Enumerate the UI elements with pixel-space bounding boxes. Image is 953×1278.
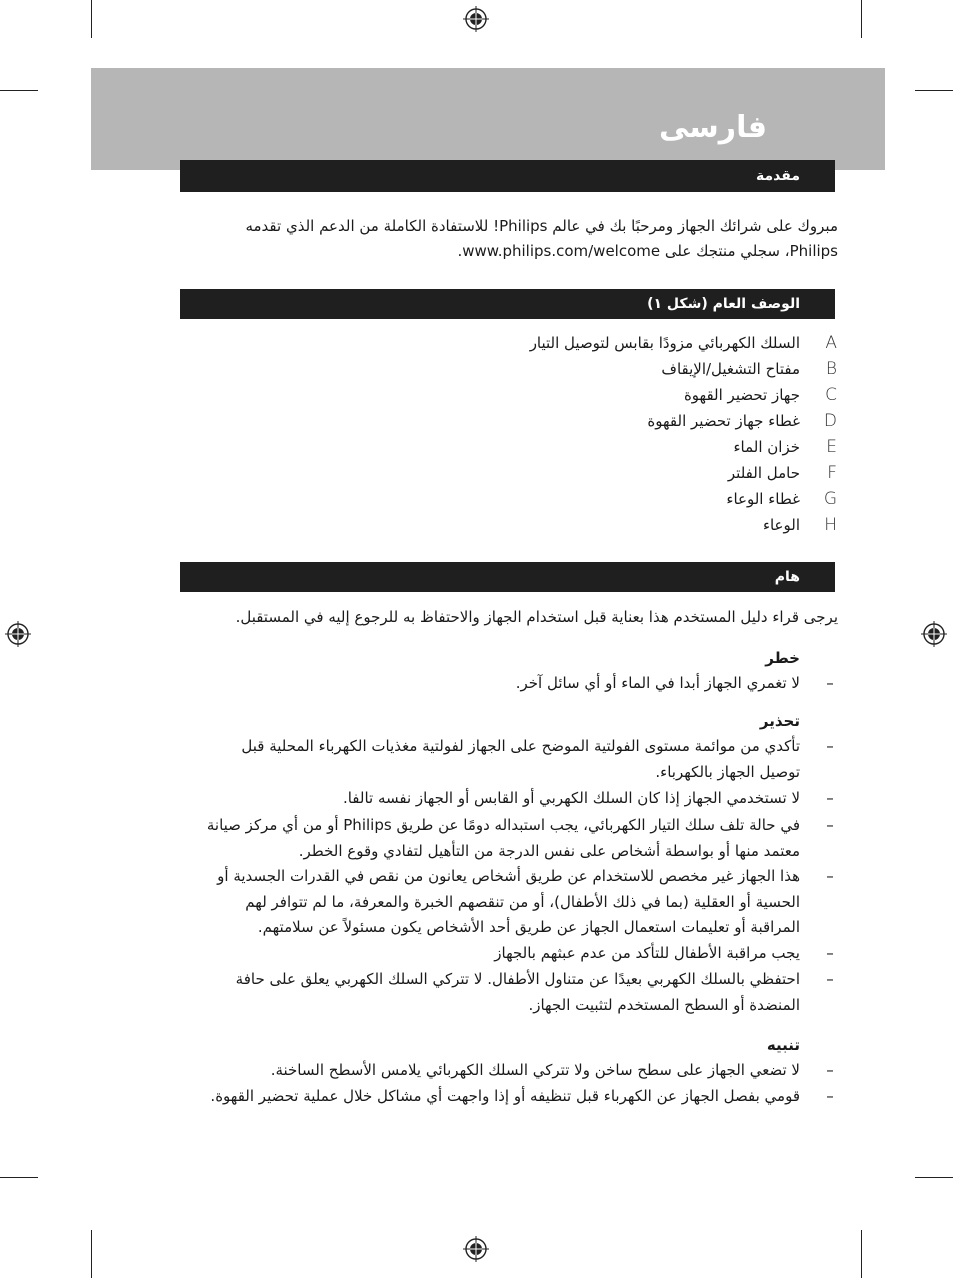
component-item — [337, 409, 837, 435]
component-item — [337, 513, 837, 539]
component-label: الوعاء — [762, 516, 800, 534]
component-letter: H — [824, 515, 837, 535]
section-heading-general: الوصف العام (شكل ١) — [647, 296, 800, 312]
component-item — [337, 331, 837, 357]
component-letter: E — [826, 437, 837, 457]
section-heading-intro: مقدمة — [756, 168, 800, 184]
warning-item-text: في حالة تلف سلك التيار الكهربائي، يجب استبداله دومًا عن طريق Philips أو من أي مركز صيانة معتمد منها أو بواسطة أشخاص على نفس الدرجة من التأهيل لتفادي وقوع الخطر. — [206, 816, 800, 860]
component-item — [337, 357, 837, 383]
caution-heading: تنبيه — [766, 1036, 800, 1054]
component-item — [337, 487, 837, 513]
caution-item-text: لا تضعي الجهاز على سطح ساخن ولا تتركي السلك الكهربائي يلامس الأسطح الساخنة. — [270, 1061, 800, 1079]
crop-mark — [91, 1230, 92, 1278]
language-title: فارسی — [658, 110, 767, 145]
warning-item-text: هذا الجهاز غير مخصص للاستخدام عن طريق أشخاص يعانون من نقص في القدرات الجسدية أو الحسية أو العقلية (بما في ذلك الأطفال)، أو من تنقصهم الخبرة والمعرفة، ما لم تتوافر لهم المراقبة أو تعليمات استعمال الجهاز عن طريق أحد الأشخاص يكون مسئولاً عن سلامتهم. — [217, 867, 800, 936]
warning-item — [197, 786, 837, 812]
component-label: خزان الماء — [733, 438, 800, 456]
component-list — [337, 331, 837, 539]
important-intro: يرجى قراء دليل المستخدم هذا بعناية قبل استخدام الجهاز والاحتفاظ به للرجوع إليه في المستقبل. — [235, 608, 838, 626]
crop-mark — [861, 0, 862, 38]
crop-mark — [861, 1230, 862, 1278]
caution-item — [197, 1058, 837, 1084]
registration-mark-icon — [463, 6, 489, 32]
intro-paragraph — [180, 214, 838, 264]
component-letter: F — [827, 463, 837, 483]
warning-item-text: يجب مراقبة الأطفال للتأكد من عدم عبثهم بالجهاز — [494, 944, 800, 962]
danger-heading: خطر — [765, 649, 800, 667]
component-letter: B — [825, 359, 837, 379]
bullet-dash: – — [826, 1061, 834, 1079]
warning-item — [197, 967, 837, 1018]
component-label: السلك الكهربائي مزودًا بقابس لتوصيل التيار — [529, 334, 800, 352]
component-label: مفتاح التشغيل/الإيقاف — [661, 360, 800, 378]
component-letter: C — [825, 385, 837, 405]
warning-item-text: لا تستخدمي الجهاز إذا كان السلك الكهربي أو القابس أو الجهاز نفسه تالفا. — [342, 789, 800, 807]
intro-line-2: Philips، سجلي منتجك على www.philips.com/welcome. — [457, 242, 838, 260]
warning-item — [197, 941, 837, 967]
component-label: جهاز تحضير القهوة — [683, 386, 800, 404]
component-letter: G — [823, 489, 837, 509]
section-bar-intro — [180, 160, 835, 192]
section-bar-general-description — [180, 289, 835, 319]
bullet-dash: – — [826, 737, 834, 755]
bullet-dash: – — [826, 867, 834, 885]
crop-mark — [0, 90, 38, 91]
warning-heading: تحذير — [759, 712, 800, 730]
component-label: حامل الفلتر — [727, 464, 800, 482]
component-item — [337, 461, 837, 487]
crop-mark — [915, 1177, 953, 1178]
section-bar-important — [180, 562, 835, 592]
bullet-dash: – — [826, 816, 834, 834]
warning-item — [197, 813, 837, 864]
component-item — [337, 383, 837, 409]
warning-item — [197, 864, 837, 941]
component-letter: D — [823, 411, 837, 431]
bullet-dash: – — [826, 674, 834, 692]
warning-item-text: تأكدي من موائمة مستوى الفولتية الموضح على الجهاز لفولتية مغذيات الكهرباء المحلية قبل توصيل الجهاز بالكهرباء. — [241, 737, 800, 781]
component-label: غطاء جهاز تحضير القهوة — [647, 412, 800, 430]
component-label: غطاء الوعاء — [726, 490, 800, 508]
bullet-dash: – — [826, 789, 834, 807]
registration-mark-icon — [463, 1236, 489, 1262]
registration-mark-icon — [921, 621, 947, 647]
crop-mark — [91, 0, 92, 38]
bullet-dash: – — [826, 1087, 834, 1105]
registration-mark-icon — [5, 621, 31, 647]
warning-item-text: احتفظي بالسلك الكهربي بعيدًا عن متناول الأطفال. لا تتركي السلك الكهربي يعلق على حافة المنضدة أو السطح المستخدم لتثبيت الجهاز. — [235, 970, 800, 1014]
crop-mark — [915, 90, 953, 91]
crop-mark — [0, 1177, 38, 1178]
component-item — [337, 435, 837, 461]
bullet-dash: – — [826, 944, 834, 962]
bullet-dash: – — [826, 970, 834, 988]
danger-item-text: لا تغمري الجهاز أبدا في الماء أو أي سائل آخر. — [515, 674, 800, 692]
warning-item — [197, 734, 837, 785]
danger-item — [197, 671, 837, 697]
caution-item-text: قومي بفصل الجهاز عن الكهرباء قبل تنظيفه أو إذا واجهت أي مشاكل خلال عملية تحضير القهوة. — [210, 1087, 800, 1105]
caution-item — [197, 1084, 837, 1110]
intro-line-1: مبروك على شرائك الجهاز ومرحبًا بك في عالم Philips! للاستفادة الكاملة من الدعم الذي تقدمه — [245, 217, 838, 235]
component-letter: A — [825, 333, 837, 353]
section-heading-important: هام — [774, 569, 800, 585]
